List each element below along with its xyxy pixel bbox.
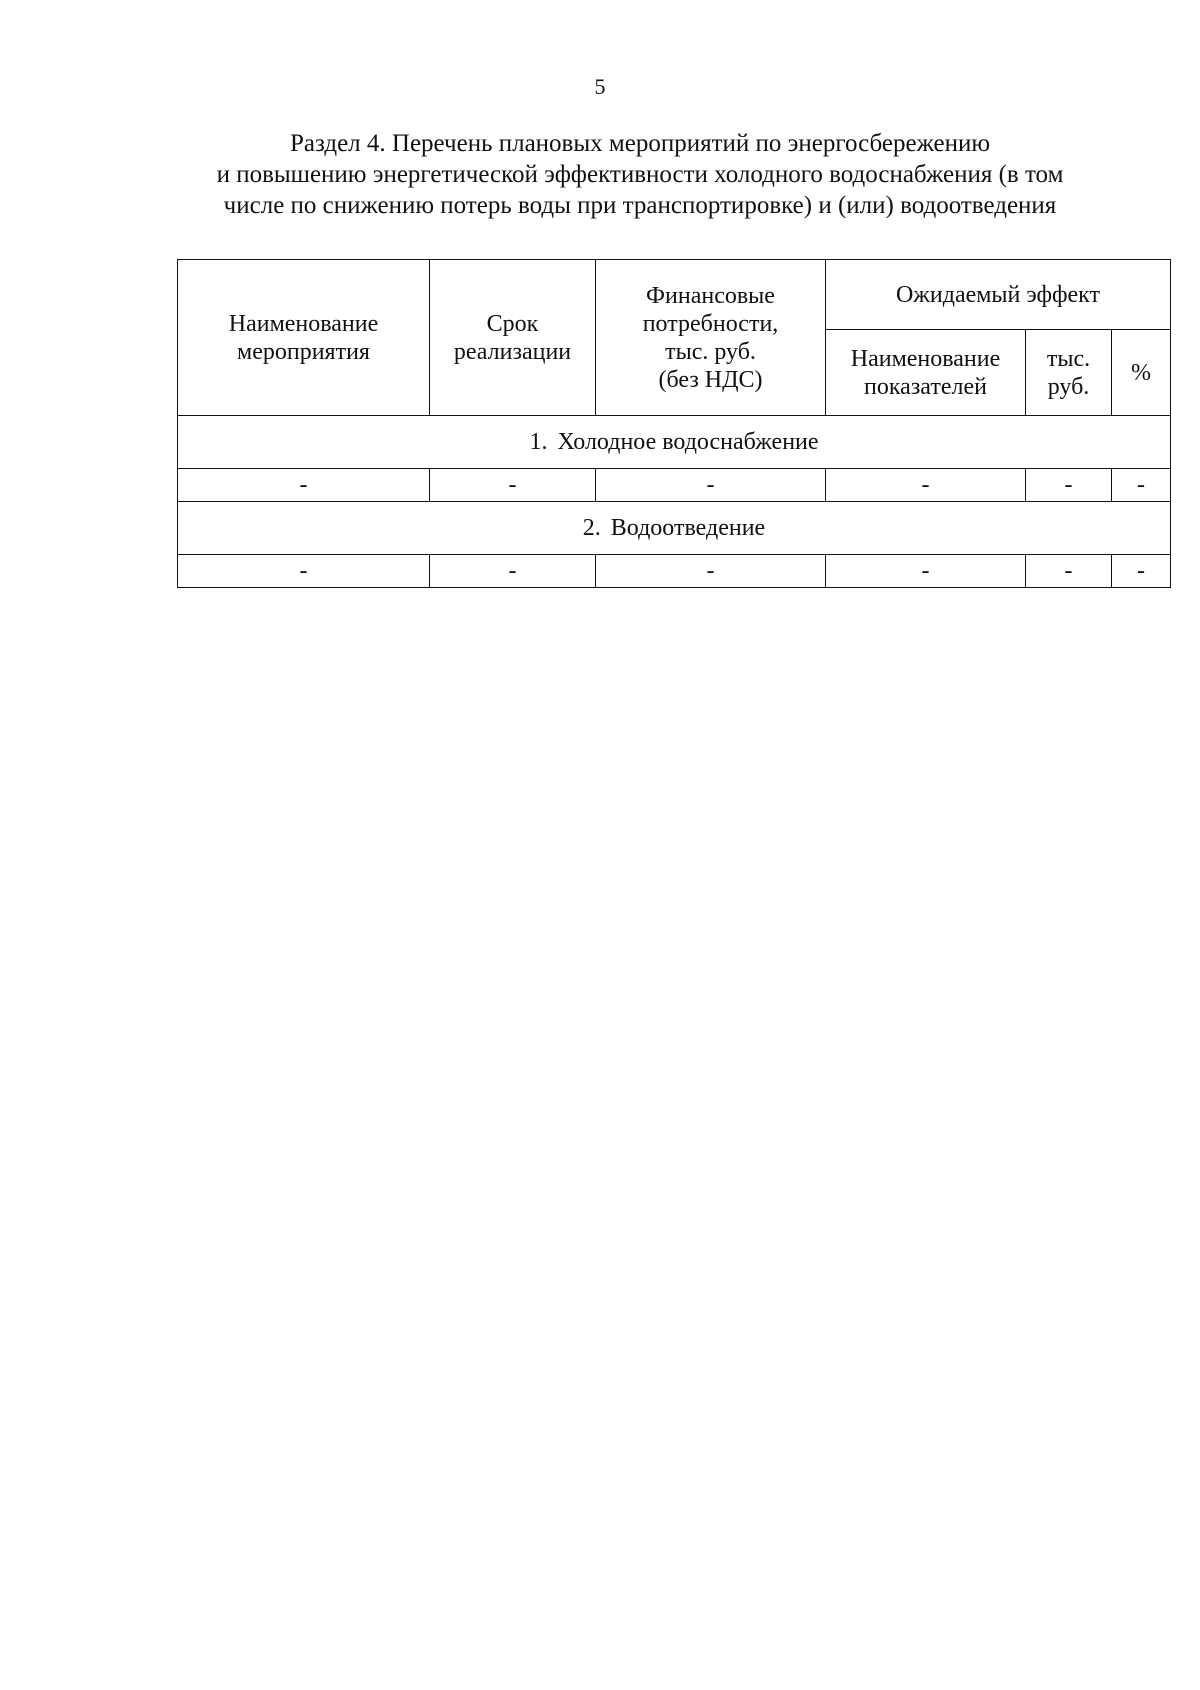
header-percent: %	[1112, 330, 1171, 416]
section-number: 2.	[582, 515, 601, 541]
table-cell: -	[1026, 555, 1112, 588]
header-indicators: Наименование показателей	[826, 330, 1026, 416]
table-cell: -	[1112, 469, 1171, 502]
table-cell: -	[430, 469, 596, 502]
table-cell: -	[596, 555, 826, 588]
section-heading	[178, 502, 1171, 555]
measures-table	[177, 259, 1171, 588]
table-row	[178, 469, 1171, 502]
table-cell: -	[178, 555, 430, 588]
section-title-text: Водоотведение	[610, 515, 766, 541]
section-heading	[178, 416, 1171, 469]
header-finance: Финансовые потребности, тыс. руб. (без НДС)	[596, 260, 826, 416]
table-cell: -	[826, 469, 1026, 502]
table-cell: -	[826, 555, 1026, 588]
section-number: 1.	[529, 429, 548, 455]
section-title	[130, 128, 1150, 221]
header-measure-name: Наименование мероприятия	[178, 260, 430, 416]
header-expected-effect: Ожидаемый эффект	[826, 260, 1171, 330]
table-cell: -	[1112, 555, 1171, 588]
table-cell: -	[596, 469, 826, 502]
header-term: Срок реализации	[430, 260, 596, 416]
title-line: числе по снижению потерь воды при транспортировке) и (или) водоотведения	[223, 192, 1057, 219]
title-line: Раздел 4. Перечень плановых мероприятий по энергосбережению	[289, 130, 991, 157]
table-row	[178, 555, 1171, 588]
table-cell: -	[430, 555, 596, 588]
table-cell: -	[1026, 469, 1112, 502]
title-line: и повышению энергетической эффективности холодного водоснабжения (в том	[216, 161, 1064, 188]
table-cell: -	[178, 469, 430, 502]
section-row-wastewater	[178, 502, 1171, 555]
section-row-cold-water	[178, 416, 1171, 469]
header-thousand-rub: тыс. руб.	[1026, 330, 1112, 416]
page-number: 5	[594, 74, 606, 99]
section-title-text: Холодное водоснабжение	[557, 429, 819, 455]
